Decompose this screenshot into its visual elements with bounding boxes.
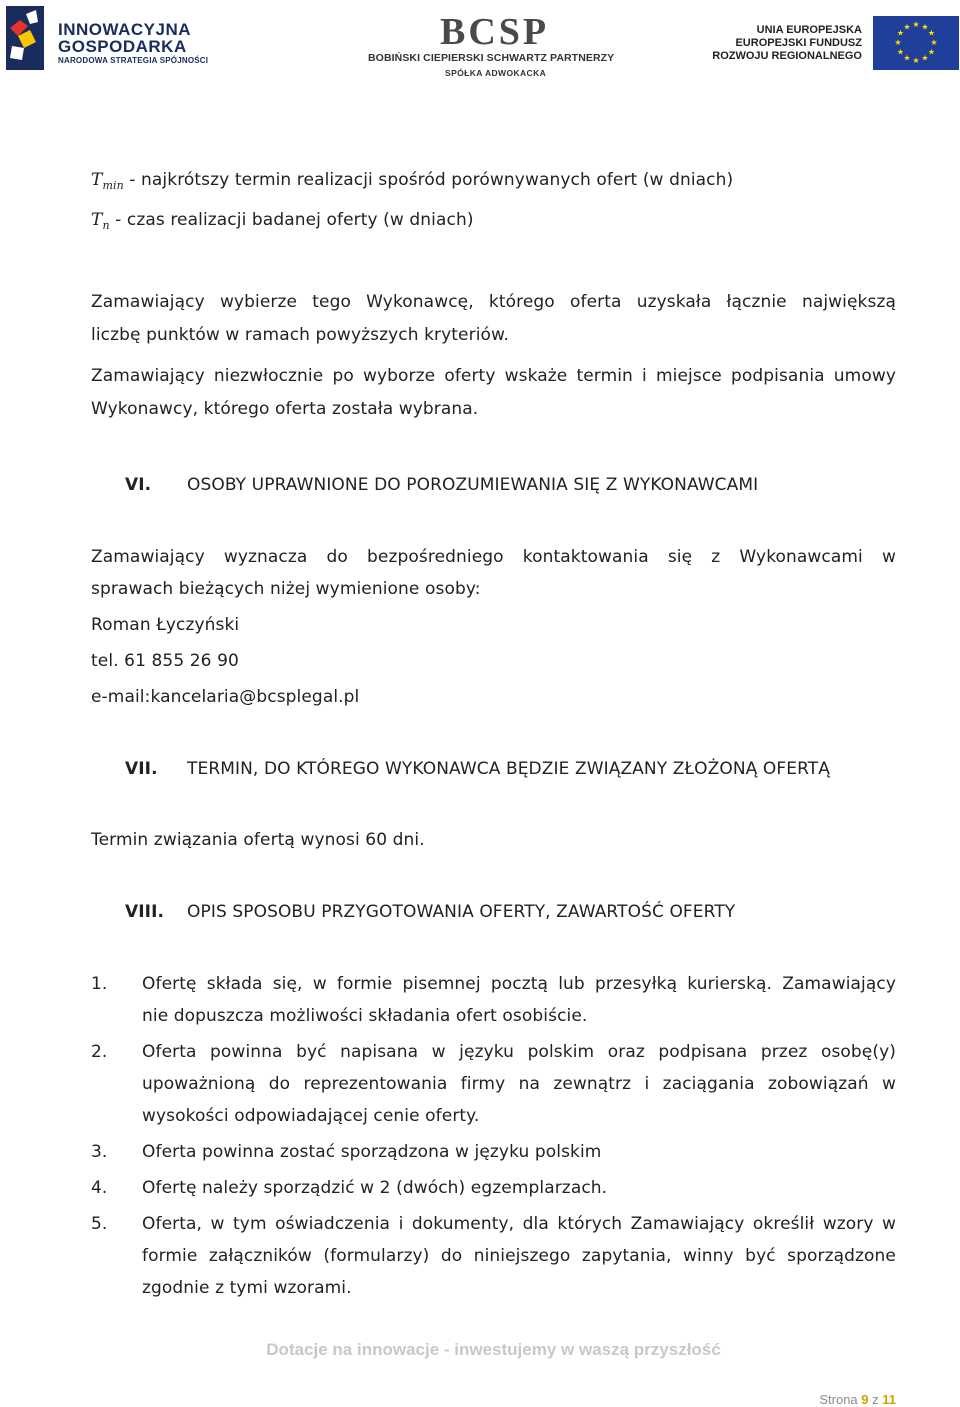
paragraph-signing-line2: Wykonawcy, którego oferta została wybrana. xyxy=(91,399,479,419)
list-item-number: 2. xyxy=(91,1042,108,1062)
list-item-line: wysokości odpowiadającej cenie oferty. xyxy=(142,1106,480,1126)
list-item-line: Oferta powinna zostać sporządzona w języku polskim xyxy=(142,1142,602,1162)
nss-text: NARODOWA STRATEGIA SPÓJNOŚCI xyxy=(58,56,209,65)
section-vi-text-line1: Zamawiający wyznacza do bezpośredniego kontaktowania się z Wykonawcami w xyxy=(91,547,896,567)
ue-text-line2: EUROPEJSKI FUNDUSZ xyxy=(735,37,862,49)
svg-text:★: ★ xyxy=(912,20,920,29)
ue-text-line1: UNIA EUROPEJSKA xyxy=(756,24,862,36)
page-total: 11 xyxy=(882,1392,896,1407)
list-item-number: 5. xyxy=(91,1214,108,1234)
formula-symbol: T xyxy=(91,210,103,230)
list-item-line: Oferta powinna być napisana w języku polskim oraz podpisana przez osobę(y) xyxy=(142,1042,896,1062)
section-vii-title: TERMIN, DO KTÓREGO WYKONAWCA BĘDZIE ZWIĄZANY ZŁOŻONĄ OFERTĄ xyxy=(187,759,830,779)
contact-email: e-mail:kancelaria@bcsplegal.pl xyxy=(91,687,360,707)
bcsp-firm-type: SPÓŁKA ADWOKACKA xyxy=(445,68,547,78)
list-item-line: upoważnioną do reprezentowania firmy na zewnątrz i zaciągania zobowiązań w xyxy=(142,1074,896,1094)
list-item-line: Ofertę składa się, w formie pisemnej pocztą lub przesyłką kurierską. Zamawiający xyxy=(142,974,896,994)
list-item-line: nie dopuszcza możliwości składania ofert osobiście. xyxy=(142,1006,588,1026)
ue-text-line3: ROZWOJU REGIONALNEGO xyxy=(712,50,862,62)
formula-def-tn xyxy=(91,210,474,230)
formula-subscript: n xyxy=(102,219,110,232)
svg-text:★: ★ xyxy=(921,53,929,63)
eu-flag-icon xyxy=(873,16,959,70)
list-item-number: 4. xyxy=(91,1178,108,1198)
list-item-line: formie załączników (formularzy) do niniejszego zapytania, winny być sporządzone xyxy=(142,1246,896,1266)
formula-subscript: min xyxy=(102,179,124,192)
svg-text:★: ★ xyxy=(903,53,911,63)
list-item-line: Oferta, w tym oświadczenia i dokumenty, dla których Zamawiający określił wzory w xyxy=(142,1214,896,1234)
svg-text:★: ★ xyxy=(912,56,920,65)
formula-def-text: - czas realizacji badanej oferty (w dniach) xyxy=(109,210,474,230)
section-vii-text: Termin związania ofertą wynosi 60 dni. xyxy=(91,830,425,850)
section-vii-number: VII. xyxy=(125,759,158,779)
contact-phone: tel. 61 855 26 90 xyxy=(91,651,239,671)
bcsp-logo-mark: BCSP xyxy=(440,11,550,53)
page-current: 9 xyxy=(861,1392,869,1407)
list-item-number: 1. xyxy=(91,974,108,994)
formula-def-text: - najkrótszy termin realizacji spośród porównywanych ofert (w dniach) xyxy=(123,170,734,190)
svg-text:★: ★ xyxy=(930,38,938,47)
section-viii-title: OPIS SPOSOBU PRZYGOTOWANIA OFERTY, ZAWARTOŚĆ OFERTY xyxy=(187,902,736,922)
svg-text:★: ★ xyxy=(896,47,905,57)
section-viii-number: VIII. xyxy=(125,902,165,922)
paragraph-signing-line1: Zamawiający niezwłocznie po wyborze oferty wskaże termin i miejsce podpisania umowy xyxy=(91,366,896,386)
formula-symbol: T xyxy=(91,170,103,190)
svg-text:★: ★ xyxy=(896,28,905,38)
svg-text:★: ★ xyxy=(903,22,911,32)
innowacyjna-text: INNOWACYJNA xyxy=(58,20,192,39)
list-item-number: 3. xyxy=(91,1142,108,1162)
svg-text:★: ★ xyxy=(894,38,902,47)
list-item-line: zgodnie z tymi wzorami. xyxy=(142,1278,352,1298)
svg-text:★: ★ xyxy=(921,22,929,32)
page-prefix: Strona xyxy=(819,1392,862,1407)
svg-text:★: ★ xyxy=(927,28,936,38)
svg-text:★: ★ xyxy=(927,47,936,57)
contact-name: Roman Łyczyński xyxy=(91,615,240,635)
paragraph-selection-line1: Zamawiający wybierze tego Wykonawcę, którego oferta uzyskała łącznie największą xyxy=(91,292,896,312)
section-vi-text-line2: sprawach bieżących niżej wymienione osoby: xyxy=(91,579,481,599)
footer-motto: Dotacje na innowacje - inwestujemy w waszą przyszłość xyxy=(266,1340,721,1359)
innowacyjna-gospodarka-logo-mark xyxy=(6,6,44,70)
list-item-line: Ofertę należy sporządzić w 2 (dwóch) egzemplarzach. xyxy=(142,1178,608,1198)
formula-def-tmin xyxy=(91,170,733,190)
bcsp-firm-name: BOBIŃSKI CIEPIERSKI SCHWARTZ PARTNERZY xyxy=(368,52,615,64)
page-sep: z xyxy=(868,1392,883,1407)
section-vi-number: VI. xyxy=(125,475,152,495)
gospodarka-text: GOSPODARKA xyxy=(58,37,187,56)
section-vi-title: OSOBY UPRAWNIONE DO POROZUMIEWANIA SIĘ Z WYKONAWCAMI xyxy=(187,475,759,495)
page-number xyxy=(819,1392,896,1407)
paragraph-selection-line2: liczbę punktów w ramach powyższych kryteriów. xyxy=(91,325,509,345)
